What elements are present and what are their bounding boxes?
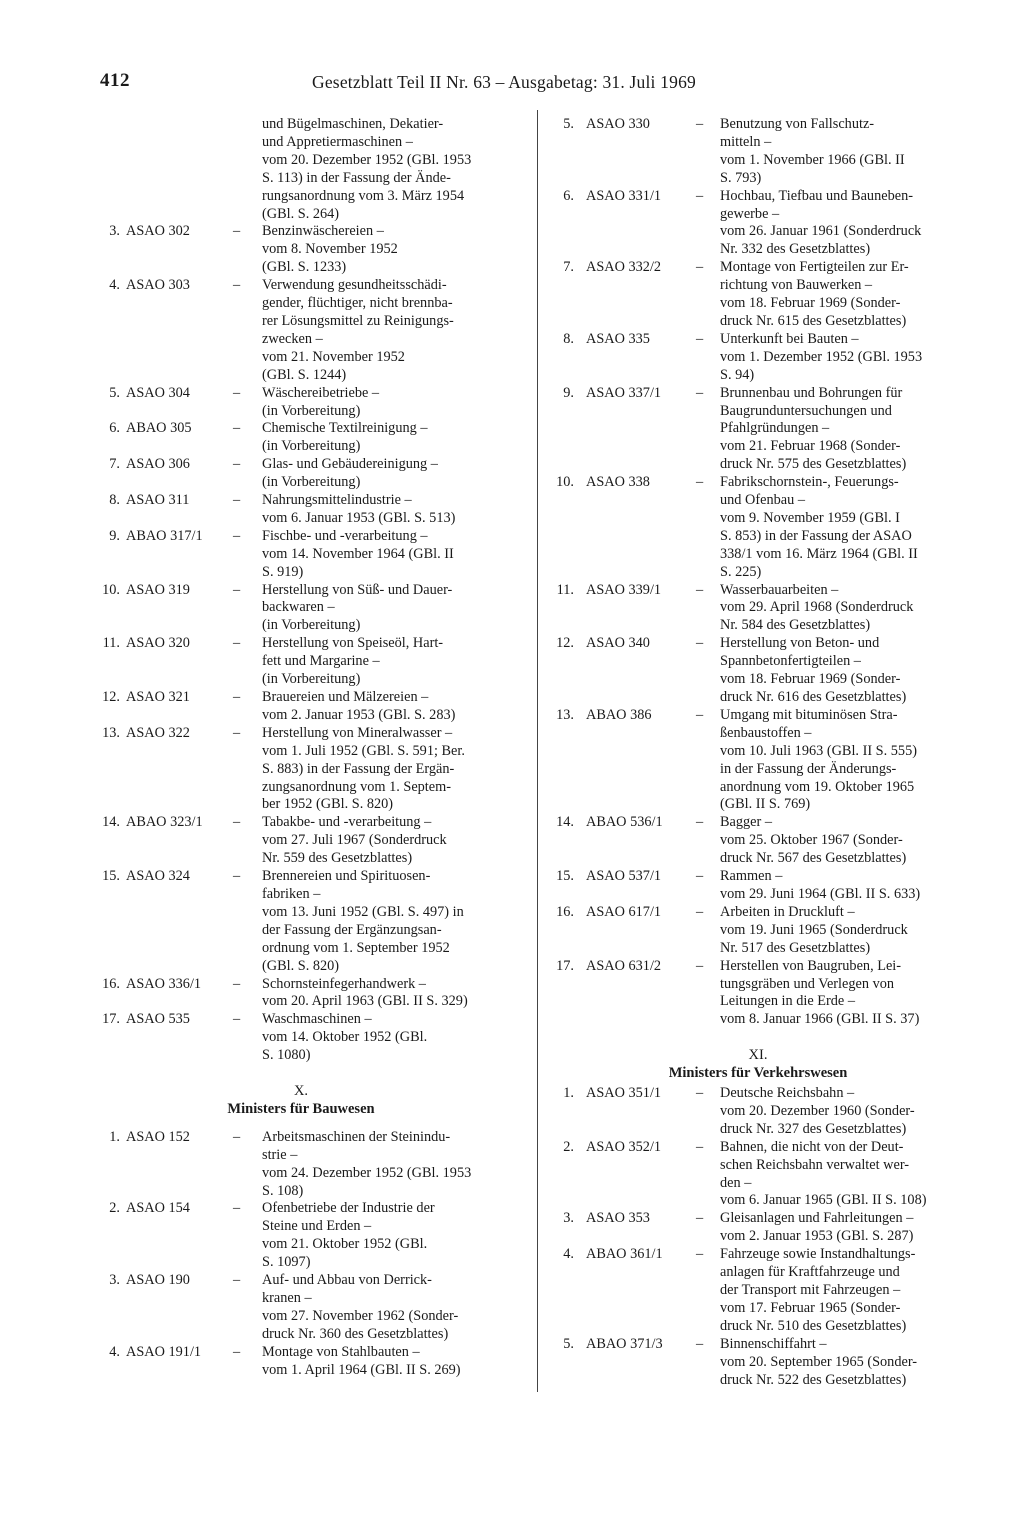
regulation-code: ABAO 305 <box>126 420 192 437</box>
regulation-code: ASAO 320 <box>126 635 190 652</box>
section-number: XI. <box>748 1047 768 1064</box>
entry-dash: – <box>233 1272 241 1289</box>
regulation-entry <box>96 223 516 277</box>
entry-dash: – <box>696 330 704 347</box>
regulation-entry <box>548 116 980 188</box>
entry-text: Arbeiten in Druckluft – vom 19. Juni 1965 (Sonderdruck Nr. 517 des Gesetzblattes) <box>720 903 908 956</box>
entry-text: Hochbau, Tiefbau und Bauneben- gewerbe – vom 26. Januar 1961 (Sonderdruck Nr. 332 des Gesetzblattes) <box>720 187 922 258</box>
entry-text: Rammen – vom 29. Juni 1964 (GBl. II S. 633) <box>720 868 921 902</box>
regulation-code: ASAO 190 <box>126 1272 190 1289</box>
entry-text: Benutzung von Fallschutz- mitteln – vom 1. November 1966 (GBl. II S. 793) <box>720 116 905 186</box>
entry-dash: – <box>233 1128 241 1145</box>
entry-dash: – <box>696 1246 704 1263</box>
regulation-code: ASAO 306 <box>126 456 190 473</box>
entry-dash: – <box>696 1335 704 1352</box>
section-title: Ministers für Verkehrswesen <box>668 1065 848 1082</box>
entry-dash: – <box>696 384 704 401</box>
entry-number: 4. <box>109 1343 120 1360</box>
regulation-entry <box>548 958 980 1030</box>
entry-number: 1. <box>563 1085 574 1102</box>
regulation-entry <box>96 1011 516 1065</box>
entry-dash: – <box>233 635 241 652</box>
entry-number: 13. <box>556 706 574 723</box>
entry-number: 4. <box>109 277 120 294</box>
regulation-code: ASAO 335 <box>586 330 650 347</box>
entry-dash: – <box>233 492 241 509</box>
regulation-code: ASAO 330 <box>586 116 650 132</box>
entry-dash: – <box>233 420 241 437</box>
left-section-entries <box>96 1129 516 1380</box>
regulation-code: ASAO 152 <box>126 1128 190 1145</box>
entry-number: 14. <box>556 814 574 831</box>
entry-dash: – <box>696 581 704 598</box>
entry-text: Fahrzeuge sowie Instandhaltungs- anlagen für Kraftfahrzeuge und der Transport mit Fahrzeugen – vom 17. Februar 1965 (Sonder- druck Nr. 510 des Gesetzblattes) <box>720 1246 916 1334</box>
left-column <box>96 116 516 1380</box>
entry-text: Herstellung von Mineralwasser – vom 1. Juli 1952 (GBl. S. 591; Ber. S. 883) in der Fassung der Ergän- zungsanordnung vom 1. Septem- ber 1952 (GBl. S. 820) <box>262 724 465 813</box>
regulation-entry <box>96 868 516 975</box>
regulation-entry <box>548 1085 980 1139</box>
section-number: X. <box>293 1083 309 1100</box>
entry-dash: – <box>233 1343 241 1360</box>
entry-text: und Bügelmaschinen, Dekatier- und Appretiermaschinen – vom 20. Dezember 1952 (GBl. 1953 S. 113) in der Fassung der Ände- rungsanordnung vom 3. März 1954 (GBl. S. 264) <box>262 116 472 222</box>
entry-number: 12. <box>556 635 574 652</box>
entry-number: 6. <box>563 187 574 204</box>
regulation-code: ASAO 154 <box>126 1200 190 1217</box>
entry-dash: – <box>233 868 241 885</box>
entry-number: 11. <box>556 581 574 598</box>
section-title: Ministers für Bauwesen <box>227 1100 375 1117</box>
regulation-code: ASAO 331/1 <box>586 187 662 204</box>
entry-text: Tabakbe- und -verarbeitung – vom 27. Juli 1967 (Sonderdruck Nr. 559 des Gesetzblattes) <box>262 814 447 867</box>
entry-dash: – <box>696 635 704 652</box>
entry-text: Brauereien und Mälzereien – vom 2. Januar 1953 (GBl. S. 283) <box>262 689 456 723</box>
section-heading-xi <box>608 1047 908 1083</box>
entry-text: Schornsteinfegerhandwerk – vom 20. April 1963 (GBl. II S. 329) <box>262 975 468 1010</box>
regulation-entry <box>96 635 516 689</box>
regulation-entry <box>548 1246 980 1336</box>
entry-dash: – <box>233 689 241 705</box>
regulation-code: ASAO 352/1 <box>586 1138 662 1155</box>
regulation-entry <box>96 1272 516 1344</box>
entry-text: Herstellung von Speiseöl, Hart- fett und Margarine – (in Vorbereitung) <box>262 635 444 688</box>
regulation-code: ABAO 371/3 <box>586 1335 663 1352</box>
regulation-code: ASAO 631/2 <box>586 957 662 974</box>
regulation-code: ABAO 536/1 <box>586 814 663 831</box>
regulation-entry <box>96 528 516 582</box>
regulation-code: ABAO 323/1 <box>126 814 203 831</box>
entry-text: Unterkunft bei Bauten – vom 1. Dezember 1952 (GBl. 1953 S. 94) <box>720 330 923 383</box>
entry-text: Brennereien und Spirituosen- fabriken – vom 13. Juni 1952 (GBl. S. 497) in der Fassung der Ergänzungsan- ordnung vom 1. September 1952 (GBl. S. 820) <box>262 868 464 974</box>
regulation-entry <box>96 1200 516 1272</box>
regulation-code: ASAO 353 <box>586 1210 650 1227</box>
entry-dash: – <box>696 116 704 132</box>
entry-dash: – <box>233 814 241 831</box>
entry-text: Bahnen, die nicht von der Deut- schen Reichsbahn verwaltet wer- den – vom 6. Januar 1965 (GBl. II S. 108) <box>720 1138 927 1209</box>
entry-number: 2. <box>563 1138 574 1155</box>
entry-dash: – <box>696 903 704 920</box>
right-entries <box>548 116 980 1029</box>
regulation-entry <box>96 420 516 456</box>
entry-text: Fabrikschornstein-, Feuerungs- und Ofenbau – vom 9. November 1959 (GBl. I S. 853) in der Fassung der ASAO 338/1 vom 16. März 1964 (GBl. II S. 225) <box>720 474 918 580</box>
entry-number: 13. <box>102 724 120 741</box>
regulation-code: ASAO 351/1 <box>586 1085 662 1102</box>
entry-dash: – <box>696 259 704 276</box>
entry-dash: – <box>696 957 704 974</box>
header-title: Gesetzblatt Teil II Nr. 63 – Ausgabetag: 31. Juli 1969 <box>312 72 696 92</box>
left-entries <box>96 223 516 1065</box>
entry-text: Nahrungsmittelindustrie – vom 6. Januar 1953 (GBl. S. 513) <box>262 492 456 526</box>
regulation-entry <box>96 277 516 384</box>
entry-dash: – <box>696 187 704 204</box>
regulation-code: ASAO 302 <box>126 223 190 240</box>
page-header <box>0 70 1024 100</box>
section-heading-x <box>186 1083 416 1119</box>
regulation-entry <box>548 188 980 260</box>
entry-number: 3. <box>563 1210 574 1227</box>
entry-text: Umgang mit bituminösen Stra- ßenbaustoffen – vom 10. Juli 1963 (GBl. II S. 555) in der Fassung der Änderungs- anordnung vom 19. Oktober 1965 (GBl. II S. 769) <box>720 706 917 813</box>
entry-number: 15. <box>102 868 120 885</box>
entry-number: 9. <box>563 384 574 401</box>
regulation-code: ABAO 317/1 <box>126 527 203 544</box>
entry-number: 5. <box>109 384 120 401</box>
entry-text: Chemische Textilreinigung – (in Vorbereitung) <box>262 420 428 455</box>
right-column <box>548 116 980 1389</box>
regulation-entry <box>548 635 980 707</box>
regulation-code: ASAO 617/1 <box>586 903 662 920</box>
entry-text: Gleisanlagen und Fahrleitungen – vom 2. Januar 1953 (GBl. S. 287) <box>720 1210 914 1245</box>
entry-text: Binnenschiffahrt – vom 20. September 1965 (Sonder- druck Nr. 522 des Gesetzblattes) <box>720 1335 918 1388</box>
entry-dash: – <box>696 868 704 885</box>
right-section-entries <box>548 1085 980 1389</box>
regulation-code: ASAO 319 <box>126 581 190 598</box>
regulation-entry <box>548 904 980 958</box>
entry-text: Montage von Fertigteilen zur Er- richtung von Bauwerken – vom 18. Februar 1969 (Sonder- druck Nr. 615 des Gesetzblattes) <box>720 259 909 329</box>
entry-text: Deutsche Reichsbahn – vom 20. Dezember 1960 (Sonder- druck Nr. 327 des Gesetzblattes) <box>720 1085 915 1137</box>
entry-number: 17. <box>102 1011 120 1028</box>
continuation-entry <box>96 116 516 223</box>
entry-text: Bagger – vom 25. Oktober 1967 (Sonder- druck Nr. 567 des Gesetzblattes) <box>720 814 907 867</box>
entry-text: Arbeitsmaschinen der Steinindu- strie – vom 24. Dezember 1952 (GBl. 1953 S. 108) <box>262 1128 472 1199</box>
regulation-entry <box>548 259 980 331</box>
regulation-code: ASAO 304 <box>126 384 190 401</box>
entry-text: Auf- und Abbau von Derrick- kranen – vom 27. November 1962 (Sonder- druck Nr. 360 des Gesetzblattes) <box>262 1272 459 1342</box>
regulation-entry <box>96 689 516 725</box>
entry-number: 8. <box>563 330 574 347</box>
column-divider <box>537 110 538 1392</box>
entry-number: 7. <box>109 456 120 473</box>
entry-number: 4. <box>563 1246 574 1263</box>
entry-text: Wasserbauarbeiten – vom 29. April 1968 (Sonderdruck Nr. 584 des Gesetzblattes) <box>720 581 914 634</box>
entry-text: Brunnenbau und Bohrungen für Baugrunduntersuchungen und Pfahlgründungen – vom 21. Februar 1968 (Sonder- druck Nr. 575 des Gesetzblattes) <box>720 384 907 473</box>
entry-dash: – <box>233 1011 241 1028</box>
regulation-code: ABAO 361/1 <box>586 1246 663 1263</box>
entry-number: 17. <box>556 957 574 974</box>
regulation-entry <box>548 582 980 636</box>
entry-text: Verwendung gesundheitsschädi- gender, flüchtiger, nicht brennba- rer Lösungsmittel zu Reinigungs- zwecken – vom 21. November 1952 (GBl. S. 1244) <box>262 277 454 383</box>
entry-dash: – <box>233 384 241 401</box>
entry-text: Benzinwäschereien – vom 8. November 1952 (GBl. S. 1233) <box>262 223 398 276</box>
entry-number: 10. <box>102 581 120 598</box>
entry-text: Herstellung von Süß- und Dauer- backwaren – (in Vorbereitung) <box>262 581 453 634</box>
entry-dash: – <box>233 724 241 741</box>
entry-text: Waschmaschinen – vom 14. Oktober 1952 (GBl. S. 1080) <box>262 1011 428 1064</box>
regulation-code: ASAO 535 <box>126 1011 190 1028</box>
regulation-code: ABAO 386 <box>586 706 652 723</box>
entry-number: 2. <box>109 1200 120 1217</box>
entry-dash: – <box>233 456 241 473</box>
regulation-code: ASAO 321 <box>126 689 190 705</box>
regulation-entry <box>96 492 516 528</box>
entry-number: 15. <box>556 868 574 885</box>
entry-number: 1. <box>109 1128 120 1145</box>
entry-number: 6. <box>109 420 120 437</box>
entry-dash: – <box>233 975 241 992</box>
entry-dash: – <box>233 581 241 598</box>
regulation-code: ASAO 337/1 <box>586 384 662 401</box>
entry-number: 12. <box>102 689 120 705</box>
regulation-entry <box>548 331 980 385</box>
regulation-code: ASAO 311 <box>126 492 190 509</box>
entry-number: 16. <box>556 903 574 920</box>
regulation-code: ASAO 332/2 <box>586 259 662 276</box>
entry-text: Wäschereibetriebe – (in Vorbereitung) <box>262 384 380 419</box>
regulation-entry <box>548 707 980 814</box>
regulation-entry <box>96 1129 516 1201</box>
regulation-entry <box>96 385 516 421</box>
page-number: 412 <box>100 70 130 91</box>
regulation-entry <box>548 1210 980 1246</box>
entry-dash: – <box>696 1210 704 1227</box>
entry-text: Ofenbetriebe der Industrie der Steine und Erden – vom 21. Oktober 1952 (GBl. S. 1097) <box>262 1200 435 1271</box>
regulation-code: ASAO 324 <box>126 868 190 885</box>
regulation-code: ASAO 322 <box>126 724 190 741</box>
regulation-entry <box>548 474 980 581</box>
entry-text: Glas- und Gebäudereinigung – (in Vorbereitung) <box>262 456 438 491</box>
entry-number: 5. <box>563 116 574 132</box>
regulation-entry <box>96 1344 516 1380</box>
regulation-code: ASAO 303 <box>126 277 190 294</box>
entry-text: Herstellung von Beton- und Spannbetonfertigteilen – vom 18. Februar 1969 (Sonder- druck Nr. 616 des Gesetzblattes) <box>720 635 907 705</box>
entry-text: Herstellen von Baugruben, Lei- tungsgräben und Verlegen von Leitungen in die Erde – vom 8. Januar 1966 (GBl. II S. 37) <box>720 957 920 1028</box>
regulation-code: ASAO 191/1 <box>126 1343 202 1360</box>
regulation-entry <box>548 868 980 904</box>
entry-number: 7. <box>563 259 574 276</box>
regulation-code: ASAO 336/1 <box>126 975 202 992</box>
regulation-entry <box>96 725 516 815</box>
entry-number: 11. <box>102 635 120 652</box>
regulation-entry <box>548 814 980 868</box>
entry-number: 5. <box>563 1335 574 1352</box>
entry-dash: – <box>696 474 704 491</box>
entry-number: 9. <box>109 527 120 544</box>
entry-number: 8. <box>109 492 120 509</box>
entry-dash: – <box>233 223 241 240</box>
entry-dash: – <box>696 1138 704 1155</box>
regulation-entry <box>548 385 980 475</box>
regulation-entry <box>548 1139 980 1211</box>
entry-dash: – <box>233 277 241 294</box>
regulation-entry <box>96 976 516 1012</box>
entry-dash: – <box>696 1085 704 1102</box>
regulation-code: ASAO 338 <box>586 474 650 491</box>
entry-number: 10. <box>556 474 574 491</box>
entry-dash: – <box>233 1200 241 1217</box>
entry-dash: – <box>696 706 704 723</box>
entry-number: 3. <box>109 1272 120 1289</box>
regulation-entry <box>96 814 516 868</box>
regulation-code: ASAO 339/1 <box>586 581 662 598</box>
entry-number: 3. <box>109 223 120 240</box>
entry-number: 16. <box>102 975 120 992</box>
entry-dash: – <box>233 527 241 544</box>
entry-dash: – <box>696 814 704 831</box>
entry-number: 14. <box>102 814 120 831</box>
regulation-entry <box>96 582 516 636</box>
entry-text: Montage von Stahlbauten – vom 1. April 1964 (GBl. II S. 269) <box>262 1343 461 1378</box>
regulation-entry <box>96 456 516 492</box>
entry-text: Fischbe- und -verarbeitung – vom 14. November 1964 (GBl. II S. 919) <box>262 527 454 580</box>
regulation-entry <box>548 1336 980 1390</box>
regulation-code: ASAO 537/1 <box>586 868 662 885</box>
regulation-code: ASAO 340 <box>586 635 650 652</box>
